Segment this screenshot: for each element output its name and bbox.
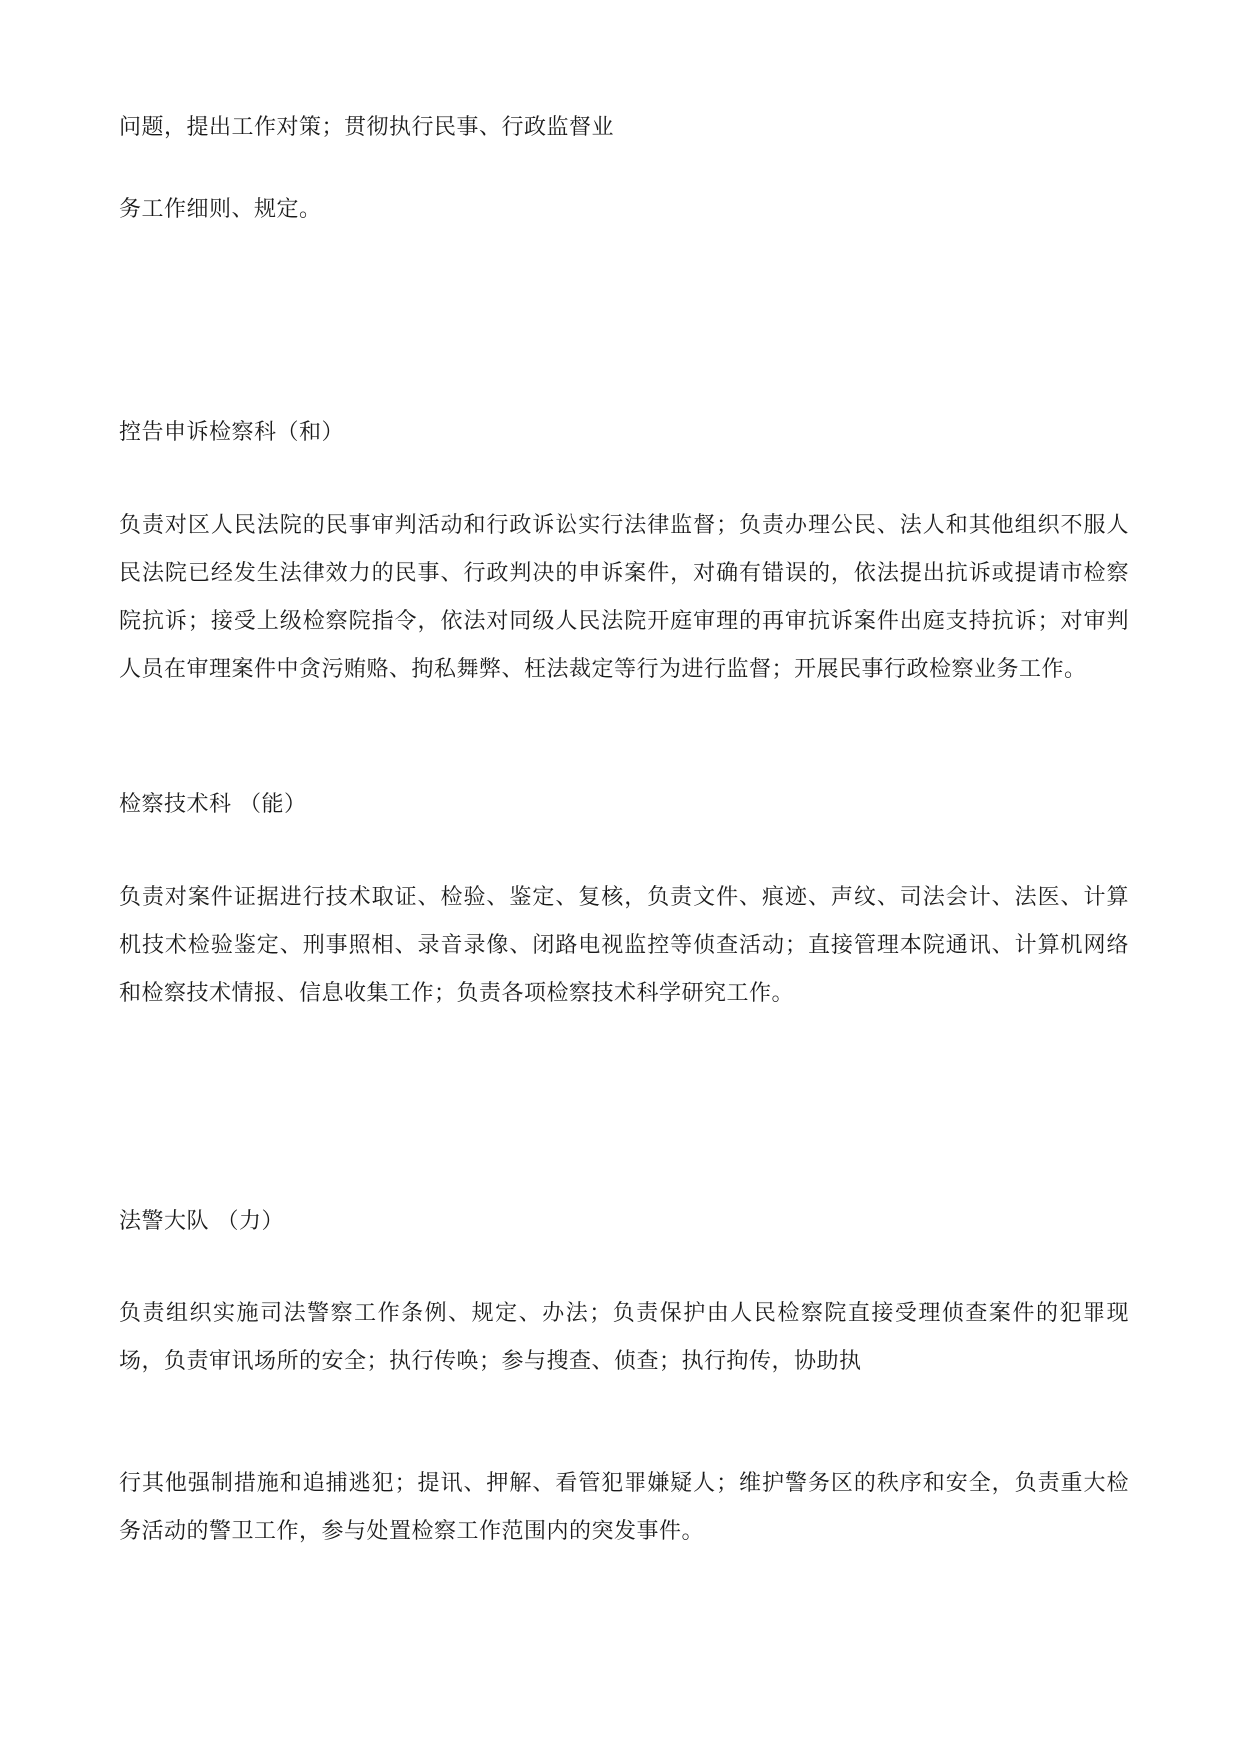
- section-paragraph-technology: 负责对案件证据进行技术取证、检验、鉴定、复核，负责文件、痕迹、声纹、司法会计、法医、计算机技术检验鉴定、刑事照相、录音录像、闭路电视监控等侦查活动；直接管理本院通讯、计算机网络和检察技术情报、信息收集工作；负责各项检察技术科学研究工作。: [119, 885, 1129, 1006]
- section-paragraph-police-1: 负责组织实施司法警察工作条例、规定、办法；负责保护由人民检察院直接受理侦查案件的犯罪现场，负责审讯场所的安全；执行传唤；参与搜查、侦查；执行拘传，协助执: [119, 1301, 1129, 1374]
- section-paragraph-police-2: 行其他强制措施和追捕逃犯；提讯、押解、看管犯罪嫌疑人；维护警务区的秩序和安全，负责重大检务活动的警卫工作，参与处置检察工作范围内的突发事件。: [119, 1471, 1129, 1544]
- intro-line-2: 务工作细则、规定。: [119, 197, 322, 222]
- section-heading-technology: 检察技术科 （能）: [119, 792, 307, 817]
- intro-line-1: 问题，提出工作对策；贯彻执行民事、行政监督业: [119, 115, 615, 140]
- section-paragraph-complaint: 负责对区人民法院的民事审判活动和行政诉讼实行法律监督；负责办理公民、法人和其他组织不服人民法院已经发生法律效力的民事、行政判决的申诉案件，对确有错误的，依法提出抗诉或提请市检察院抗诉；接受上级检察院指令，依法对同级人民法院开庭审理的再审抗诉案件出庭支持抗诉；对审判人员在审理案件中贪污贿赂、拘私舞弊、枉法裁定等行为进行监督；开展民事行政检察业务工作。: [119, 513, 1129, 682]
- section-heading-police: 法警大队 （力）: [119, 1209, 284, 1234]
- section-heading-complaint: 控告申诉检察科（和）: [119, 420, 345, 445]
